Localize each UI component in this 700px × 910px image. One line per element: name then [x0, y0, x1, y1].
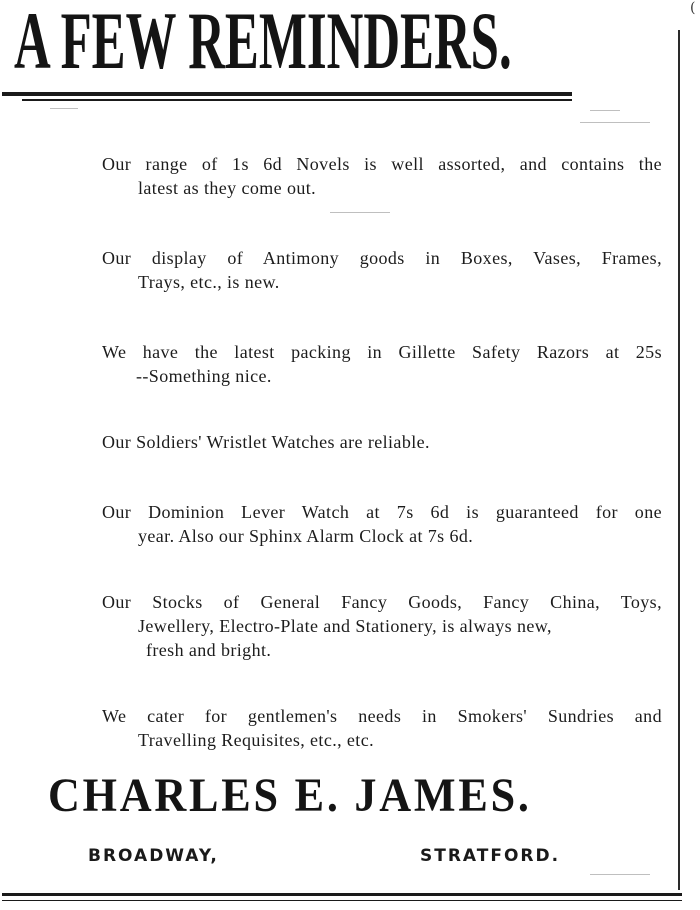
- reminder-line: Our Dominion Lever Watch at 7s 6d is guaranteed for one: [102, 502, 662, 522]
- reminder-dominion-watch: [102, 500, 662, 548]
- reminder-line: Jewellery, Electro-Plate and Stationery, is always new,: [138, 616, 552, 636]
- reminder-line: Our range of 1s 6d Novels is well assorted, and contains the: [102, 154, 662, 174]
- footer-rule-thin: [2, 900, 682, 901]
- reminder-line: Travelling Requisites, etc., etc.: [138, 730, 374, 750]
- merchant-name: [48, 768, 608, 824]
- reminder-line: Our display of Antimony goods in Boxes, Vases, Frames,: [102, 248, 662, 268]
- reminder-wristlet-watches: [102, 430, 662, 454]
- reminder-antimony: [102, 246, 662, 294]
- reminder-razors: [102, 340, 662, 388]
- advert-heading: A FEW REMINDERS.: [14, 0, 512, 86]
- reminder-line: --Something nice.: [136, 366, 272, 386]
- reminder-line: year. Also our Sphinx Alarm Clock at 7s 6d.: [138, 526, 474, 546]
- reminder-line: Our Soldiers' Wristlet Watches are reliable.: [102, 432, 430, 452]
- reminder-line: We cater for gentlemen's needs in Smokers' Sundries and: [102, 706, 662, 726]
- print-speck: [590, 874, 650, 875]
- corner-bracket-mark: (: [690, 0, 696, 16]
- merchant-name-text: CHARLES E. JAMES.: [48, 769, 532, 822]
- print-speck: [330, 212, 390, 213]
- heading-rule-thin: [22, 99, 572, 101]
- address-street: BROADWAY,: [88, 846, 219, 866]
- print-speck: [50, 108, 78, 109]
- reminder-fancy-goods: [102, 590, 662, 662]
- print-speck: [580, 122, 650, 123]
- address-town: STRATFORD.: [420, 846, 561, 866]
- reminder-line: fresh and bright.: [146, 640, 272, 660]
- reminder-line: Trays, etc., is new.: [138, 272, 280, 292]
- reminder-gentlemens-needs: [102, 704, 662, 752]
- column-divider: [678, 30, 680, 890]
- reminder-line: We have the latest packing in Gillette Safety Razors at 25s: [102, 342, 662, 362]
- footer-rule: [2, 893, 682, 896]
- heading-rule: [2, 92, 572, 96]
- reminder-line: Our Stocks of General Fancy Goods, Fancy China, Toys,: [102, 592, 662, 612]
- reminder-novels: [102, 152, 662, 200]
- reminder-line: latest as they come out.: [138, 178, 317, 198]
- print-speck: [590, 110, 620, 111]
